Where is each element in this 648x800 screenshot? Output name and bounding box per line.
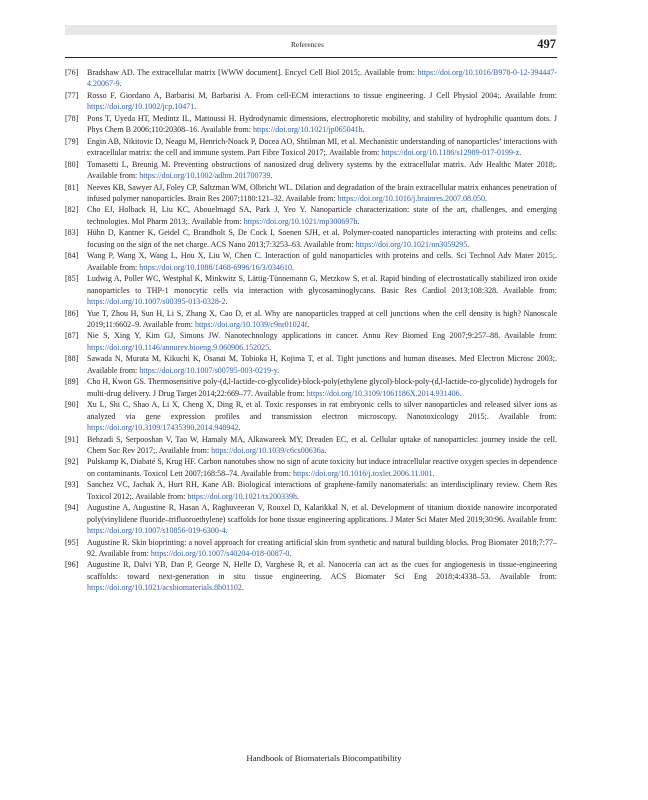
reference-number: [93] [65,480,79,490]
reference-text: Augustine R, Dalvi YB, Dan P, George N, Helle D, Varghese R, et al. Nanoceria can act as the cues for angiogenesis in tissue-engineering scaffolds: toward next-generation in situ tissue engineering. ACS Biomater Sci Eng 2018;4:4338–53. Available from: [87,560,557,581]
reference-item [65,67,557,90]
reference-text: Sanchez VC, Jachak A, Hurt RH, Kane AB. Biological interactions of graphene-family nanomaterials: an interdisciplinary review. Chem Res Toxicol 2012;. Available from: [87,480,557,501]
reference-item [65,90,557,113]
doi-link[interactable]: https://doi.org/10.3109/1061186X.2014.931406 [306,388,460,398]
reference-tail: . [238,423,241,433]
reference-item [65,227,557,250]
reference-item [65,204,557,227]
reference-item [65,353,557,376]
reference-number: [79] [65,136,79,146]
doi-link[interactable]: https://doi.org/10.1002/adhm.201700739 [139,171,271,181]
reference-tail: . [241,583,244,593]
doi-link[interactable]: https://doi.org/10.1007/s10856-019-6300-4 [87,526,226,536]
reference-number: [91] [65,434,79,444]
reference-item [65,182,557,205]
doi-link[interactable]: https://doi.org/10.3109/17435390.2014.948942 [87,423,239,433]
reference-item [65,250,557,273]
doi-link[interactable]: https://doi.org/10.1016/j.brainres.2007.08.050 [337,193,486,203]
reference-tail: . [357,216,360,226]
reference-tail: . [277,365,280,375]
reference-number: [76] [65,68,79,77]
reference-number: [83] [65,228,79,238]
doi-link[interactable]: https://doi.org/10.1021/jp065041h [253,125,363,135]
reference-item [65,434,557,457]
reference-item [65,113,557,136]
reference-item [65,479,557,502]
reference-text: Cho H, Kwon GS. Thermosensitive poly-(d,l-lactide-co-glycolide)-block-poly(ethylene glycol)-block-poly-(d,l-lactide-co-glycolide) hydrogels for multi-drug delivery. J Drug Target 2014;22:669–77. Available from: [87,377,557,398]
reference-tail: . [467,239,470,249]
reference-item [65,159,557,182]
reference-tail: . [432,468,435,478]
doi-link[interactable]: https://doi.org/10.1021/tx200339h [187,491,298,501]
reference-tail: . [297,491,300,501]
reference-number: [84] [65,251,79,261]
reference-item [65,502,557,536]
doi-link[interactable]: https://doi.org/10.1039/c9nr01024f [194,319,308,329]
reference-number: [80] [65,159,79,169]
reference-text: Yue T, Zhou H, Sun H, Li S, Zhang X, Cao D, et al. Why are nanoparticles trapped at cell junctions when the cell density is high? Nanoscale 2019;11:6602–9. Available from: [87,308,557,329]
reference-number: [89] [65,377,79,387]
reference-text: Tomasetti L, Breunig M. Preventing obstructions of nanosized drug delivery systems by the extracellular matrix. Adv Healthc Mater 2018;. Available from: [87,159,557,181]
reference-number: [81] [65,182,79,192]
reference-text: Augustine R. Skin bioprinting: a novel approach for creating artificial skin from synthetic and natural building blocks. Prog Biomater 2018;7:77–92. Available from: [87,537,557,559]
reference-number: [87] [65,331,79,341]
reference-text: Nie S, Xing Y, Kim GJ, Simons JW. Nanotechnology applications in cancer. Annu Rev Biomed Eng 2007;9:257–88. Available from: [87,331,557,341]
reference-text: Rosso F, Giordano A, Barbarisi M, Barbarisi A. From cell-ECM interactions to tissue engineering. J Cell Physiol 2004;. Available from: [87,90,557,100]
reference-item [65,308,557,331]
doi-link[interactable]: https://doi.org/10.1021/mp300697h [243,216,358,226]
reference-number: [96] [65,560,79,570]
reference-text: Wang P, Wang X, Wang L, Hou X, Liu W, Chen C. Interaction of gold nanoparticles with proteins and cells. Sci Technol Adv Mater 2015;. Available from: [87,251,557,272]
reference-item [65,136,557,159]
reference-number: [77] [65,90,79,100]
reference-text: Engin AB, Nikitovic D, Neagu M, Henrich-Noack P, Docea AO, Shtilman MI, et al. Mechanistic understanding of nanoparticles’ interactions with extracellular matrix: the cell and immune system. Part Fibre Toxicol 2017;. Available from: [87,136,557,158]
reference-item [65,399,557,433]
reference-number: [86] [65,308,79,318]
reference-text: Pons T, Uyeda HT, Medintz IL, Mattoussi H. Hydrodynamic dimensions, electrophoretic mobility, and stability of hydrophilic quantum dots. J Phys Chem B 2006;110:20308–16. Available from: [87,113,557,135]
reference-item [65,273,557,307]
reference-text: Xu L, Shi C, Shao A, Li X, Cheng X, Ding R, et al. Toxic responses in rat embryonic cells to silver nanoparticles and released silver ions as analyzed via gene expression profiles and transmission electron microscopy. Nanotoxicology 2015;. Available from: [87,400,557,421]
doi-link[interactable]: https://doi.org/10.1002/jcp.10471 [87,102,195,112]
reference-tail: . [119,79,122,89]
reference-tail: . [225,297,228,307]
reference-number: [78] [65,113,79,123]
reference-tail: . [485,193,488,203]
reference-tail: . [292,262,295,272]
reference-item [65,456,557,479]
reference-tail: . [307,319,310,329]
doi-link[interactable]: https://doi.org/10.1007/s00795-003-0219-y [139,365,278,375]
reference-number: [85] [65,274,79,284]
reference-text: Cho EJ, Holback H, Liu KC, Abouelmagd SA, Park J, Yeo Y. Nanoparticle characterization: state of the art, challenges, and emerging technologies. Mol Pharm 2013;. Available from: [87,205,557,226]
reference-tail: . [324,445,327,455]
reference-item [65,376,557,399]
reference-tail: . [362,125,365,135]
doi-link[interactable]: https://doi.org/10.1007/s00395-013-0328-2 [87,297,226,307]
reference-tail: . [459,388,462,398]
reference-item [65,559,557,593]
reference-text: Bradshaw AD. The extracellular matrix [WWW document]. Encycl Cell Biol 2015;. Available from: [87,68,418,77]
reference-text: Pulskamp K, Diabaté S, Krug HF. Carbon nanotubes show no sign of acute toxicity but induce intracellular reactive oxygen species in dependence on contaminants. Toxicol Lett 2007;168:58–74. Available from: [87,457,557,478]
reference-number: [90] [65,400,79,410]
footer-book-title: Handbook of Biomaterials Biocompatibility [246,753,402,763]
header-rule [65,57,557,58]
doi-link[interactable]: https://doi.org/10.1039/c6cs00636a [211,445,325,455]
reference-number: [82] [65,205,79,215]
reference-number: [88] [65,354,79,364]
reference-list [65,67,557,594]
reference-number: [94] [65,503,79,513]
reference-number: [92] [65,457,79,467]
doi-link[interactable]: https://doi.org/10.1016/j.toxlet.2006.11.001 [293,468,433,478]
doi-link[interactable]: https://doi.org/10.1088/1468-6996/16/3/034610 [139,262,293,272]
page-number: 497 [537,37,556,51]
doi-link[interactable]: https://doi.org/10.1021/acsbiomaterials.8b01102 [87,583,242,593]
reference-text: Behzadi S, Serpooshan V, Tao W, Hamaly MA, Alkawareek MY, Dreaden EC, et al. Cellular uptake of nanoparticles: journey inside the cell. Chem Soc Rev 2017;. Available from: [87,434,557,455]
reference-text: Hühn D, Kantner K, Geidel C, Brandholt S, De Cock I, Soenen SJH, et al. Polymer-coated nanoparticles interacting with proteins and cells: focusing on the sign of the net charge. ACS Nano 2013;7:3253–63. Available from: [87,228,557,249]
reference-item [65,537,557,560]
reference-tail: . [289,549,292,559]
running-head: References [291,40,324,49]
reference-text: Neeves KB, Sawyer AJ, Foley CP, Saltzman WM, Olbricht WL. Dilation and degradation of the brain extracellular matrix enhances penetration of infused polymer nanoparticles. Brain Res 2007;1180:121–32. Available from: [87,182,557,203]
reference-tail: . [194,102,197,112]
reference-text: Sawada N, Murata M, Kikuchi K, Osanai M, Tobioka H, Kojima T, et al. Tight junctions and human diseases. Med Electron Microsc 2003;. Available from: [87,354,557,375]
doi-link[interactable]: https://doi.org/10.1007/s40204-018-0087-0 [150,549,290,559]
doi-link[interactable]: https://doi.org/10.1186/s12989-017-0199-z [381,148,520,158]
header-bar [65,25,557,35]
doi-link[interactable]: https://doi.org/10.1021/nn3059295 [355,239,468,249]
reference-item [65,330,557,353]
reference-tail: . [270,171,273,181]
reference-text: Augustine A, Augustine R, Hasan A, Raghuveeran V, Rouxel D, Kalarikkal N, et al. Development of titanium dioxide nanowire incorporated poly(vinylidene fluoride–trifluoroethylene) scaffolds for bone tissue engineering applications. J Mater Sci Mater Med 2019;30:96. Available from: [87,503,557,524]
doi-link[interactable]: https://doi.org/10.1016/B978-0-12-394447-4.20067-9 [87,68,557,89]
doi-link[interactable]: https://doi.org/10.1146/annurev.bioeng.9.060906.152025 [87,342,270,352]
reference-text: Ludwig A, Poller WC, Westphal K, Minkwitz S, Lättig-Tünnemann G, Metzkow S, et al. Rapid binding of electrostatically stabilized iron oxide nanoparticles to THP-1 monocytic cells via interaction with glycosaminoglycans. Basic Res Cardiol 2013;108:328. Available from: [87,274,557,295]
reference-tail: . [519,148,522,158]
reference-tail: . [269,342,272,352]
reference-number: [95] [65,537,79,547]
reference-tail: . [225,526,228,536]
